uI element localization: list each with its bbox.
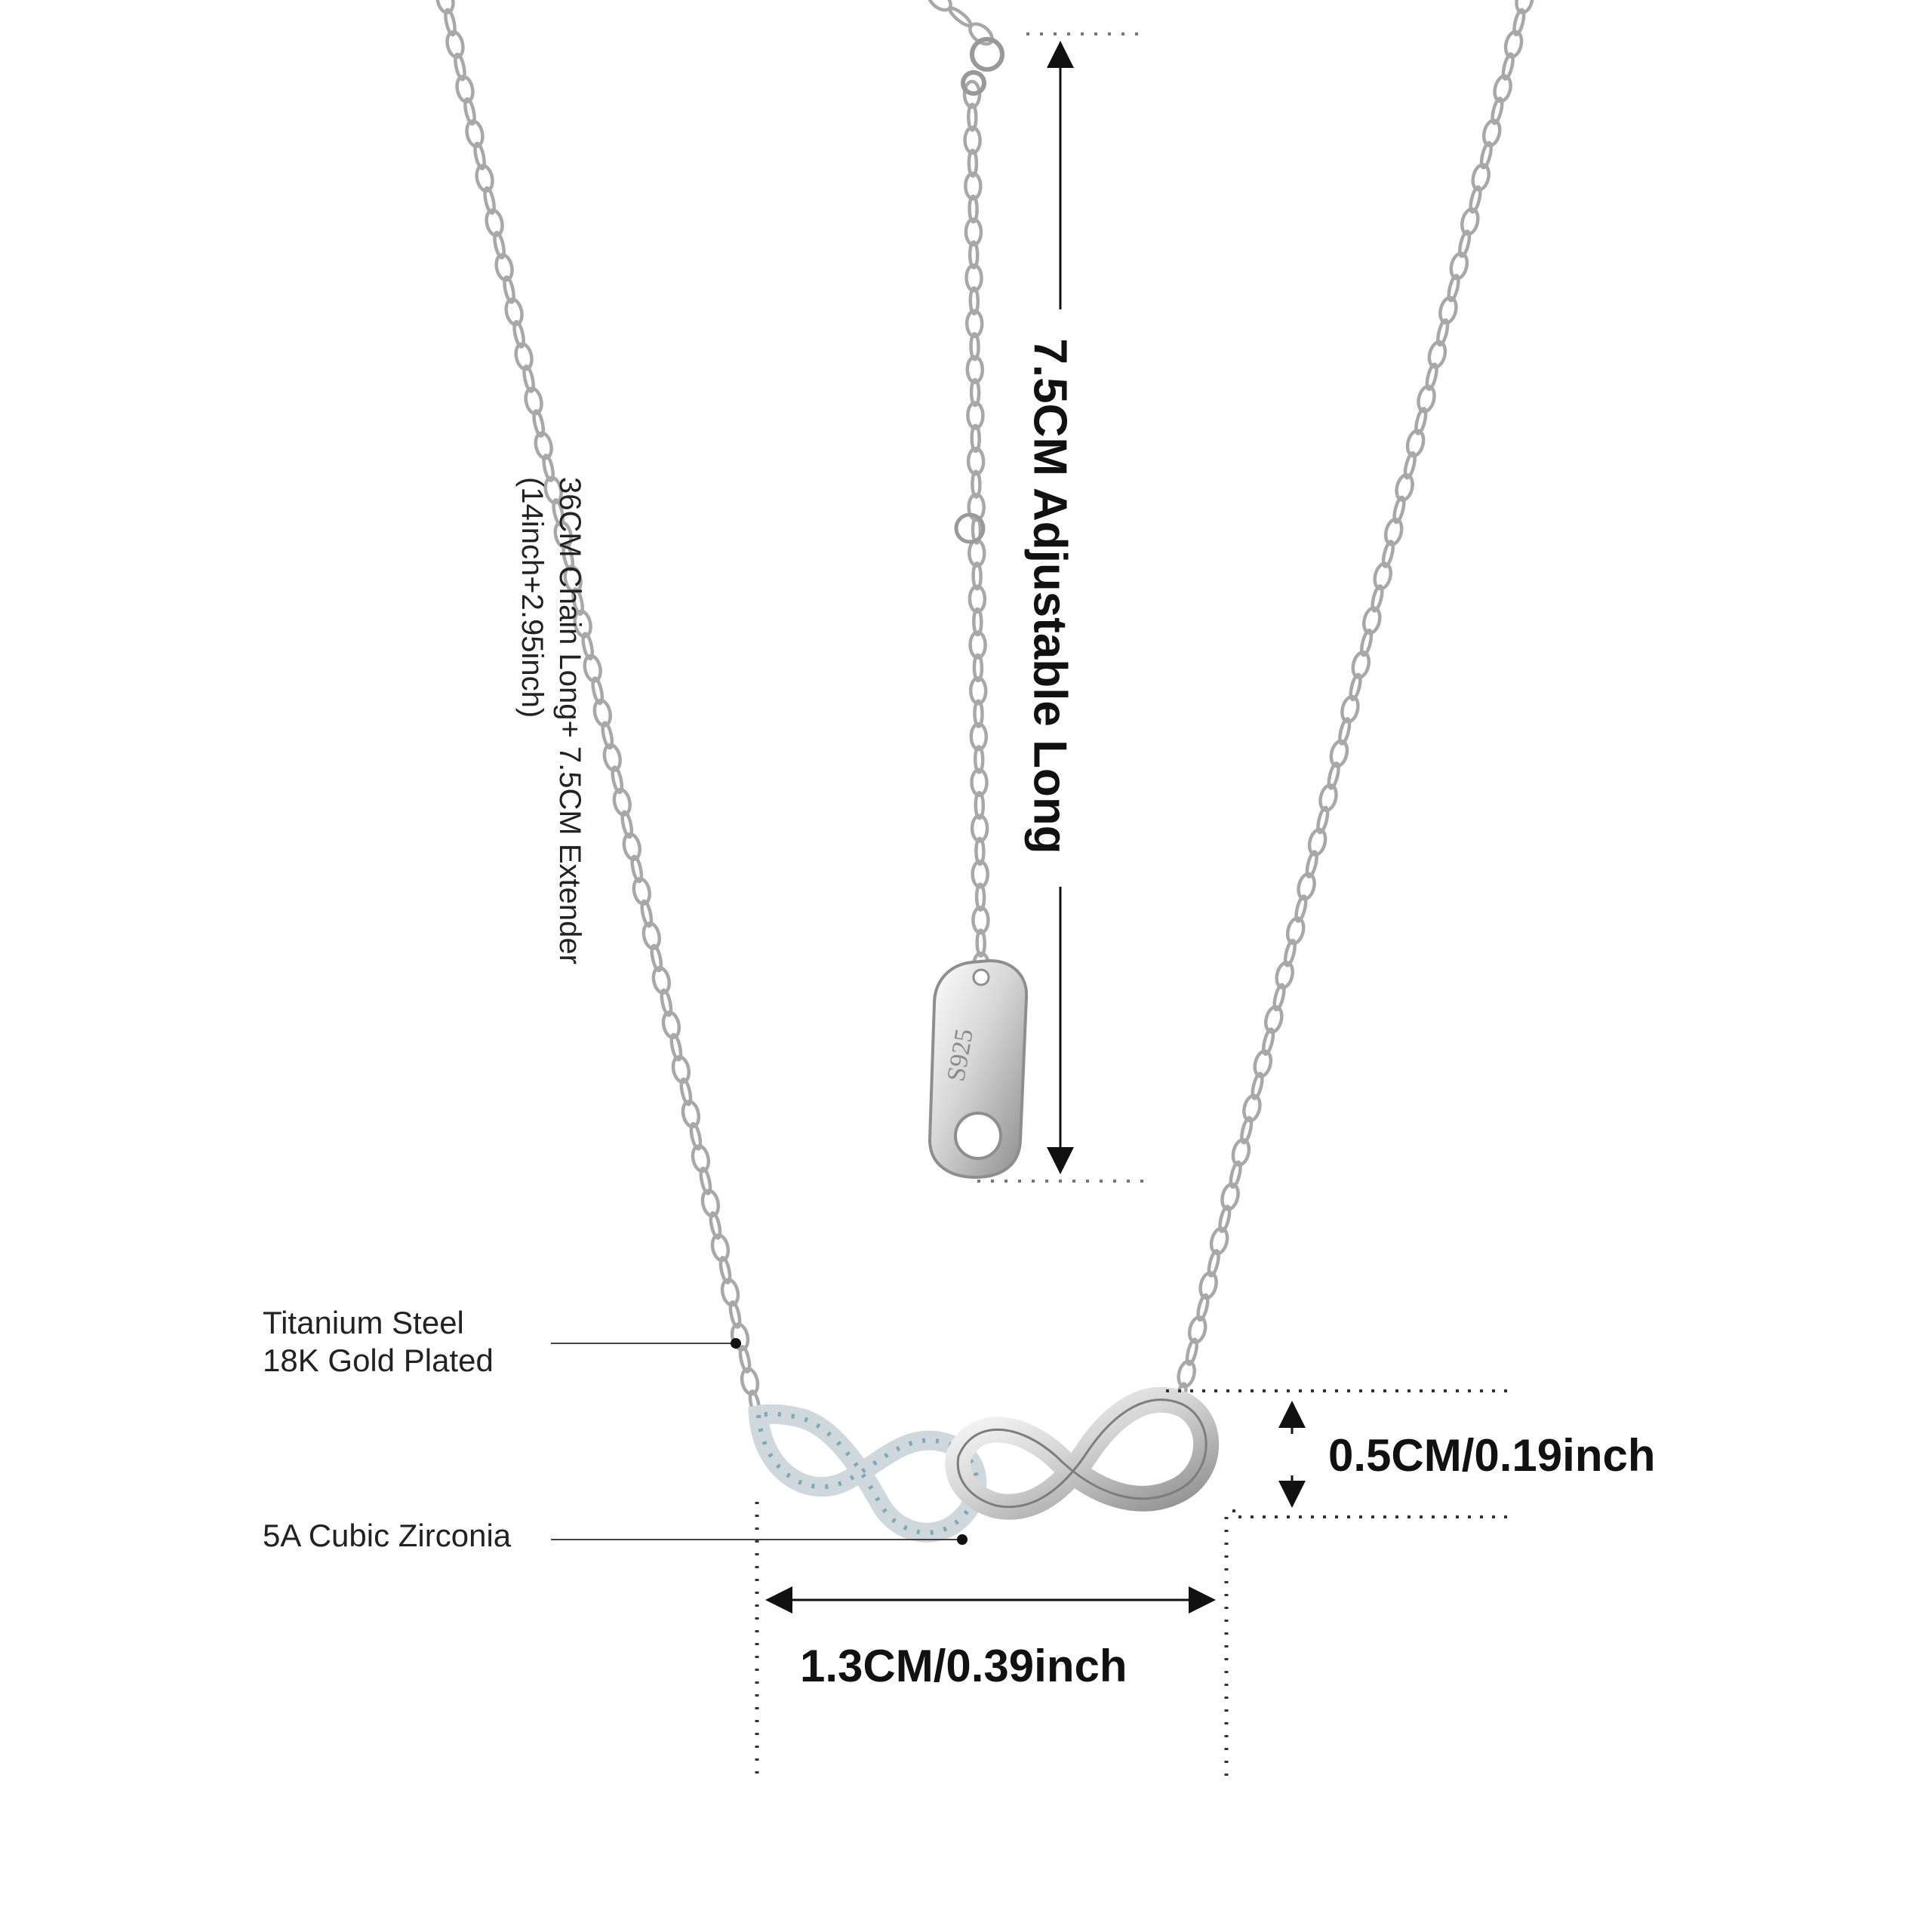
tag-stamp-text: S925 bbox=[942, 1026, 979, 1084]
material-line2: 18K Gold Plated bbox=[263, 1343, 494, 1379]
material-line1: Titanium Steel bbox=[263, 1305, 464, 1340]
s925-tag bbox=[930, 961, 1026, 1177]
chain-link bbox=[967, 20, 996, 48]
extender-length-text: 7.5CM Adjustable Long bbox=[1023, 338, 1076, 854]
material-callout bbox=[263, 1304, 494, 1380]
chain-link bbox=[948, 6, 973, 28]
extender-chain bbox=[925, 0, 996, 979]
infinity-pendant bbox=[758, 1400, 1206, 1533]
necklace-chain-right bbox=[1174, 0, 1535, 1410]
pendant-width-label: 1.3CM/0.39inch bbox=[800, 1641, 1128, 1691]
stone-callout: 5A Cubic Zirconia bbox=[263, 1518, 512, 1553]
chain-length-line2: (14inch+2.95inch) bbox=[515, 477, 549, 718]
spring-clasp bbox=[956, 39, 1002, 542]
necklace-chain-left bbox=[435, 0, 761, 1417]
pendant-height-label: 0.5CM/0.19inch bbox=[1328, 1430, 1656, 1481]
chain-length-line1: 36CM Chain Long+ 7.5CM Extender bbox=[553, 477, 586, 964]
